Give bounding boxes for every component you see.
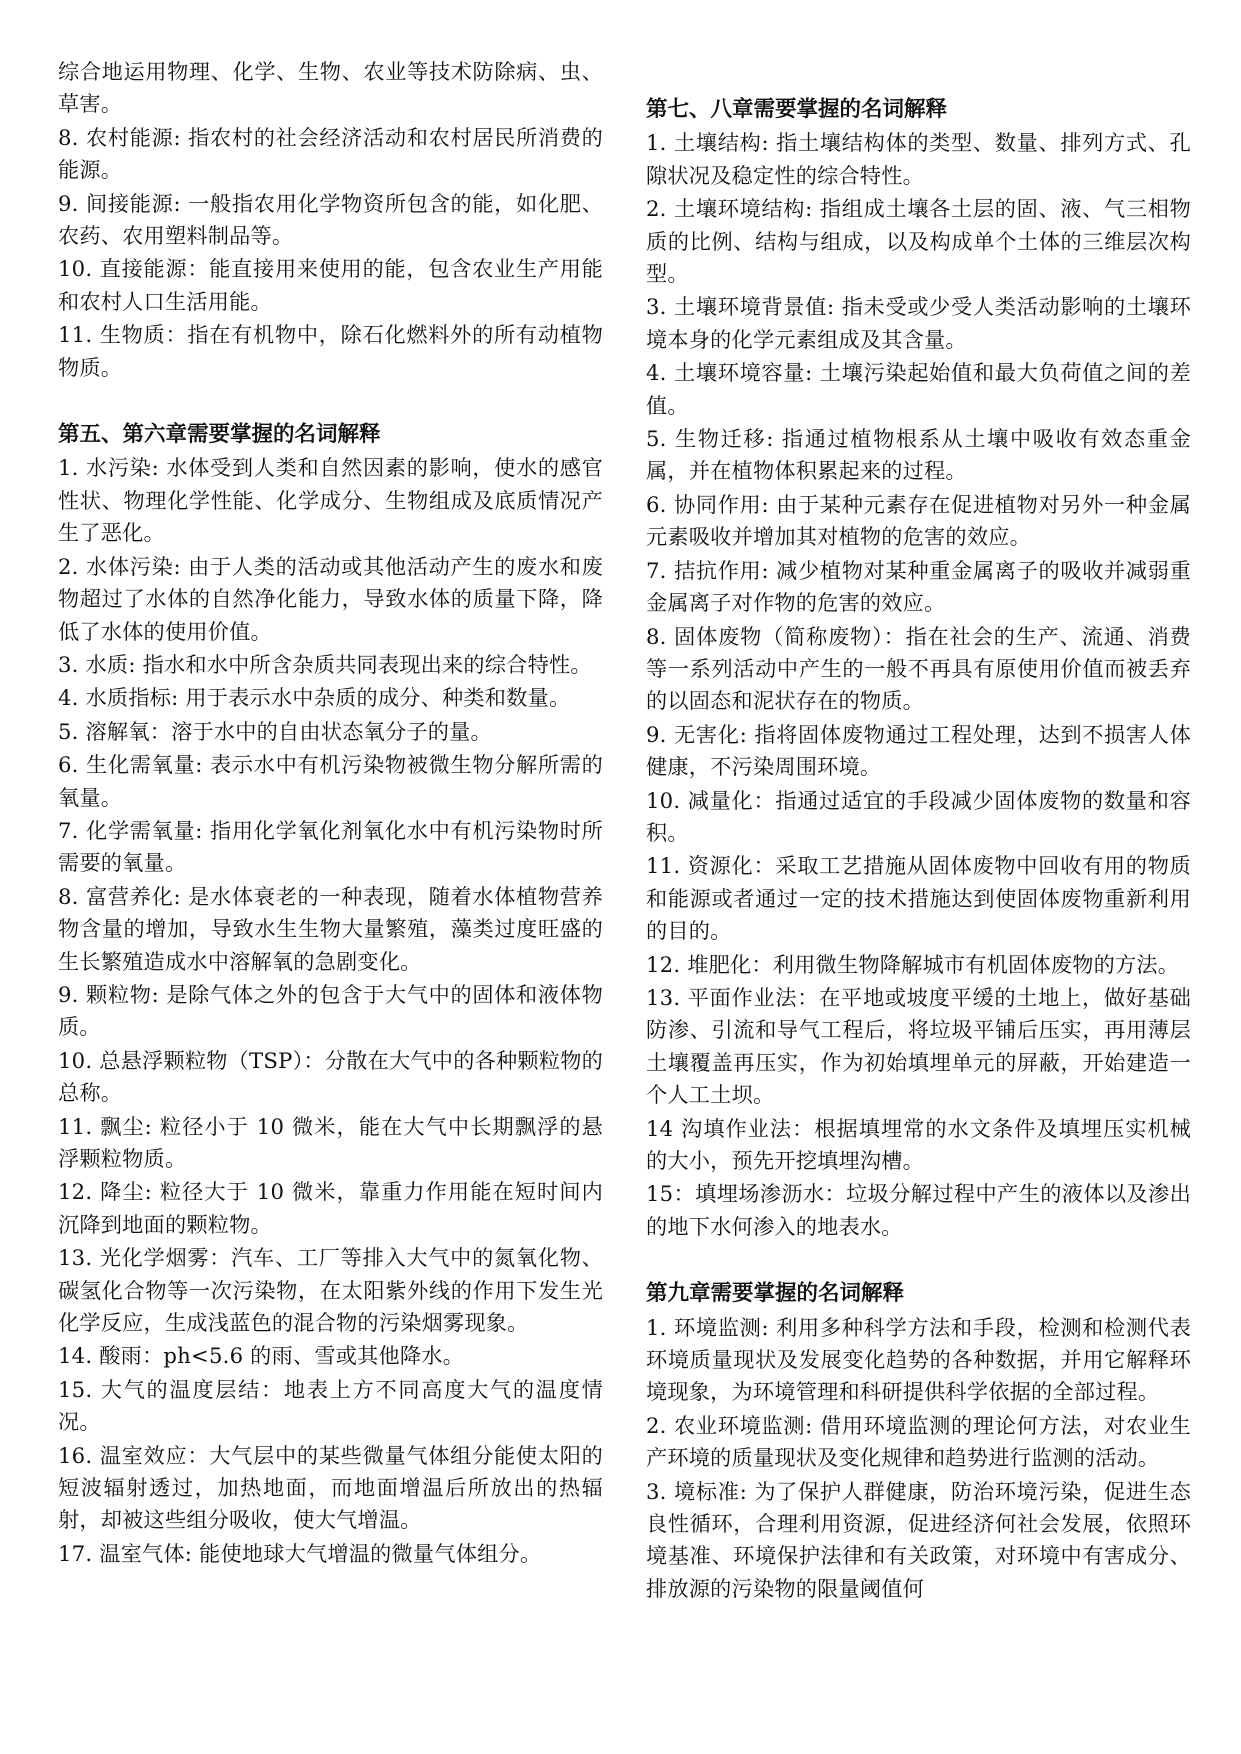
definition-paragraph: 3. 土壤环境背景值: 指未受或少受人类活动影响的土壤环境本身的化学元素组成及其含量。 xyxy=(646,294,1191,352)
paragraph: 8. 农村能源: 指农村的社会经济活动和农村居民所消费的能源。 xyxy=(58,124,603,183)
definition-paragraph: 16. 温室效应：大气层中的某些微量气体组分能使太阳的短波辐射透过，加热地面，而地面增温后所放出的热辐射，却被这些组分吸收，使大气增温。 xyxy=(58,1442,603,1533)
paragraph: 9. 间接能源: 一般指农用化学物资所包含的能，如化肥、农药、农用塑料制品等。 xyxy=(58,190,603,249)
section-heading: 第九章需要掌握的名词解释 xyxy=(646,1281,905,1307)
section-heading: 第五、第六章需要掌握的名词解释 xyxy=(58,422,381,448)
definition-paragraph: 10. 减量化：指通过适宜的手段减少固体废物的数量和容积。 xyxy=(646,787,1191,845)
definition-paragraph: 11. 飘尘: 粒径小于 10 微米，能在大气中长期飘浮的悬浮颗粒物质。 xyxy=(58,1113,603,1171)
definition-paragraph: 1. 环境监测: 利用多种科学方法和手段，检测和检测代表环境质量现状及发展变化趋势的各种数据，并用它解释环境现象，为环境管理和科研提供科学依据的全部过程。 xyxy=(646,1314,1191,1405)
definition-paragraph: 5. 溶解氧：溶于水中的自由状态氧分子的量。 xyxy=(58,718,492,744)
definition-paragraph: 9. 颗粒物: 是除气体之外的包含于大气中的固体和液体物质。 xyxy=(58,981,603,1040)
definition-paragraph: 14 沟填作业法：根据填埋常的水文条件及填埋压实机械的大小，预先开挖填埋沟槽。 xyxy=(646,1115,1191,1173)
definition-paragraph: 1. 土壤结构: 指土壤结构体的类型、数量、排列方式、孔隙状况及稳定性的综合特性。 xyxy=(646,130,1191,188)
definition-paragraph: 8. 固体废物（简称废物）：指在社会的生产、流通、消费等一系列活动中产生的一般不再具有原使用价值而被丢弃的以固态和泥状存在的物质。 xyxy=(646,623,1191,714)
definition-paragraph: 15：填埋场渗沥水：垃圾分解过程中产生的液体以及渗出的地下水何渗入的地表水。 xyxy=(646,1181,1191,1239)
definition-paragraph: 13. 平面作业法：在平地或坡度平缓的土地上，做好基础防渗、引流和导气工程后，将垃圾平铺后压实，再用薄层土壤覆盖再压实，作为初始填埋单元的屏蔽，开始建造一个人工土坝。 xyxy=(646,984,1191,1108)
right-column xyxy=(646,94,1191,1606)
definition-paragraph: 3. 水质: 指水和水中所含杂质共同表现出来的综合特性。 xyxy=(58,651,592,677)
paragraph: 综合地运用物理、化学、生物、农业等技术防除病、虫、草害。 xyxy=(58,59,603,117)
paragraph: 11. 生物质：指在有机物中，除石化燃料外的所有动植物物质。 xyxy=(58,322,603,380)
definition-paragraph: 7. 拮抗作用: 减少植物对某种重金属离子的吸收并减弱重金属离子对作物的危害的效应。 xyxy=(646,557,1191,616)
section-heading: 第七、八章需要掌握的名词解释 xyxy=(646,97,948,122)
left-column xyxy=(58,56,603,1571)
definition-paragraph: 2. 土壤环境结构: 指组成土壤各土层的固、液、气三相物质的比例、结构与组成，以及构成单个土体的三维层次构型。 xyxy=(646,196,1191,287)
paragraph: 10. 直接能源：能直接用来使用的能，包含农业生产用能和农村人口生活用能。 xyxy=(58,256,603,314)
definition-paragraph: 8. 富营养化: 是水体衰老的一种表现，随着水体植物营养物含量的增加，导致水生生物大量繁殖，藻类过度旺盛的生长繁殖造成水中溶解氧的急剧变化。 xyxy=(58,883,603,974)
definition-paragraph: 6. 生化需氧量: 表示水中有机污染物被微生物分解所需的氧量。 xyxy=(58,752,603,810)
section-gap xyxy=(646,1244,1191,1278)
definition-paragraph: 15. 大气的温度层结：地表上方不同高度大气的温度情况。 xyxy=(58,1376,603,1435)
definition-paragraph: 17. 温室气体: 能使地球大气增温的微量气体组分。 xyxy=(58,1540,542,1566)
definition-paragraph: 1. 水污染: 水体受到人类和自然因素的影响，使水的感官性状、物理化学性能、化学成分、生物组成及底质情况产生了恶化。 xyxy=(58,455,603,546)
definition-paragraph: 2. 水体污染: 由于人类的活动或其他活动产生的废水和废物超过了水体的自然净化能力，导致水体的质量下降，降低了水体的使用价值。 xyxy=(58,553,603,644)
definition-paragraph: 4. 水质指标: 用于表示水中杂质的成分、种类和数量。 xyxy=(58,685,571,711)
definition-paragraph: 10. 总悬浮颗粒物（TSP）：分散在大气中的各种颗粒物的总称。 xyxy=(58,1047,603,1106)
definition-paragraph: 3. 境标准: 为了保护人群健康，防治环境污染，促进生态良性循环，合理利用资源，促进经济何社会发展，依照环境基准、环境保护法律和有关政策，对环境中有害成分、排放源的污染物的限量阈值何 xyxy=(646,1478,1191,1601)
definition-paragraph: 12. 堆肥化：利用微生物降解城市有机固体废物的方法。 xyxy=(646,951,1180,977)
section-gap xyxy=(58,385,603,419)
definition-paragraph: 12. 降尘: 粒径大于 10 微米，靠重力作用能在短时间内沉降到地面的颗粒物。 xyxy=(58,1179,603,1237)
definition-paragraph: 5. 生物迁移: 指通过植物根系从土壤中吸收有效态重金属，并在植物体积累起来的过程。 xyxy=(646,426,1191,484)
definition-paragraph: 11. 资源化：采取工艺措施从固体废物中回收有用的物质和能源或者通过一定的技术措施达到使固体废物重新利用的目的。 xyxy=(646,853,1191,944)
definition-paragraph: 13. 光化学烟雾：汽车、工厂等排入大气中的氮氧化物、碳氢化合物等一次污染物，在太阳紫外线的作用下发生光化学反应，生成浅蓝色的混合物的污染烟雾现象。 xyxy=(58,1245,603,1336)
definition-paragraph: 2. 农业环境监测: 借用环境监测的理论何方法，对农业生产环境的质量现状及变化规律和趋势进行监测的活动。 xyxy=(646,1412,1191,1471)
definition-paragraph: 7. 化学需氧量: 指用化学氧化剂氧化水中有机污染物时所需要的氧量。 xyxy=(58,817,603,876)
definition-paragraph: 9. 无害化: 指将固体废物通过工程处理，达到不损害人体健康，不污染周围环境。 xyxy=(646,721,1191,780)
definition-paragraph: 14. 酸雨：ph<5.6 的雨、雪或其他降水。 xyxy=(58,1343,465,1369)
definition-paragraph: 4. 土壤环境容量: 土壤污染起始值和最大负荷值之间的差值。 xyxy=(646,360,1191,418)
definition-paragraph: 6. 协同作用: 由于某种元素存在促进植物对另外一种金属元素吸收并增加其对植物的危害的效应。 xyxy=(646,491,1191,550)
